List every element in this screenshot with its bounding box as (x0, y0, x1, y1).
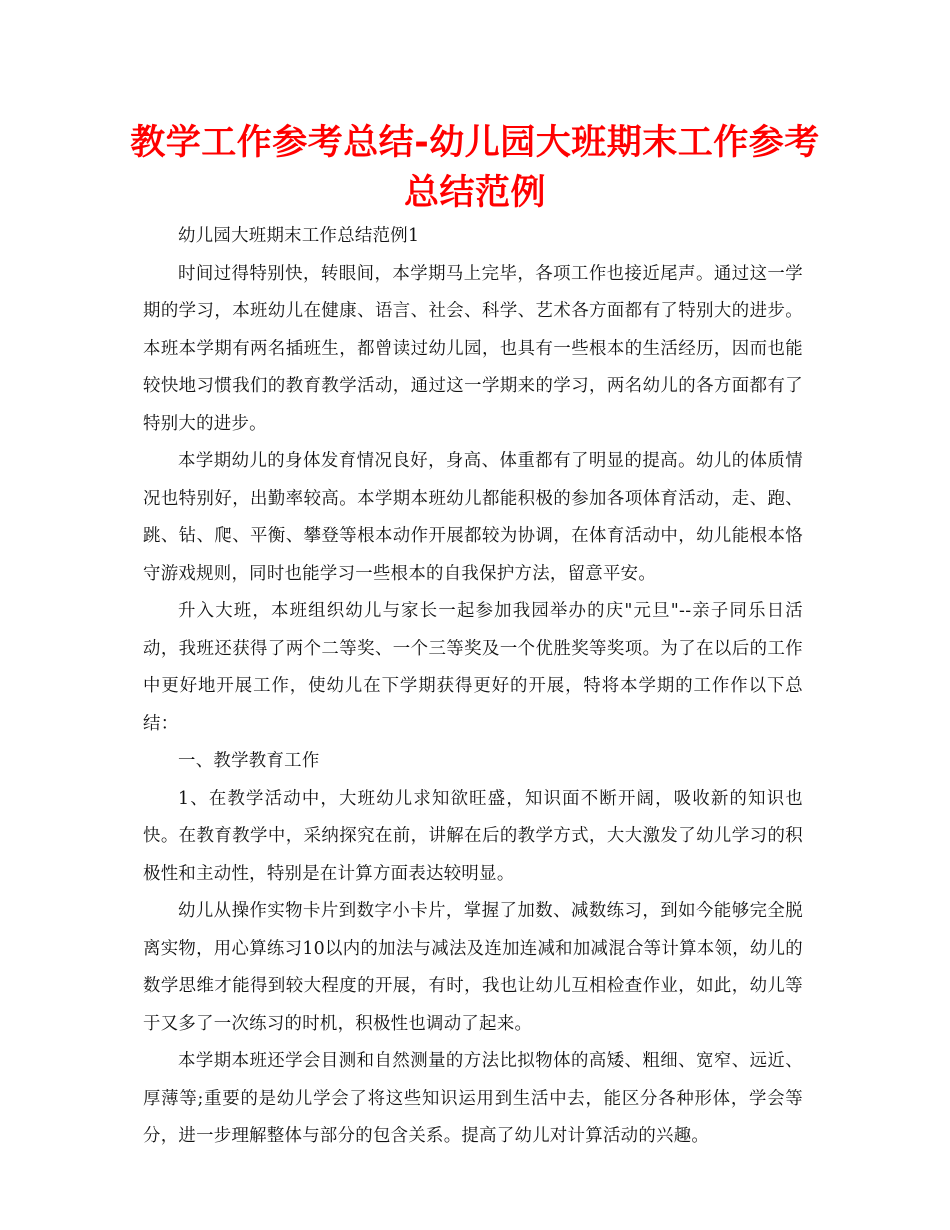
paragraph: 升入大班，本班组织幼儿与家长一起参加我园举办的庆"元旦"--亲子同乐日活动，我班还获得了两个二等奖、一个三等奖及一个优胜奖等奖项。为了在以后的工作中更好地开展工作，使幼儿在下学期获得更好的开展，特将本学期的工作作以下总结： (143, 601, 803, 734)
section-heading: 一、教学教育工作 (178, 751, 320, 771)
paragraph: 幼儿从操作实物卡片到数字小卡片，掌握了加数、减数练习，到如今能够完全脱离实物，用心算练习10以内的加法与减法及连加连减和加减混合等计算本领，幼儿的数学思维才能得到较大程度的开展，有时，我也让幼儿互相检查作业，如此，幼儿等于又多了一次练习的时机，积极性也调动了起来。 (143, 901, 803, 1034)
section-heading: 幼儿园大班期末工作总结范例1 (178, 226, 420, 246)
paragraph: 本学期本班还学会目测和自然测量的方法比拟物体的高矮、粗细、宽窄、远近、厚薄等;重要的是幼儿学会了将这些知识运用到生活中去，能区分各种形体，学会等分，进一步理解整体与部分的包含关系。提高了幼儿对计算活动的兴趣。 (143, 1051, 803, 1146)
paragraph: 本学期幼儿的身体发育情况良好，身高、体重都有了明显的提高。幼儿的体质情况也特别好，出勤率较高。本学期本班幼儿都能积极的参加各项体育活动，走、跑、跳、钻、爬、平衡、攀登等根本动作开展都较为协调，在体育活动中，幼儿能根本恪守游戏规则，同时也能学习一些根本的自我保护方法，留意平安。 (143, 451, 803, 584)
document-body (143, 218, 803, 1156)
paragraph: 1、在教学活动中，大班幼儿求知欲旺盛，知识面不断开阔，吸收新的知识也快。在教育教学中，采纳探究在前，讲解在后的教学方式，大大激发了幼儿学习的积极性和主动性，特别是在计算方面表达较明显。 (143, 788, 803, 884)
document-title: 教学工作参考总结-幼儿园大班期末工作参考总结范例 (130, 123, 820, 213)
paragraph: 时间过得特别快，转眼间，本学期马上完毕，各项工作也接近尾声。通过这一学期的学习，本班幼儿在健康、语言、社会、科学、艺术各方面都有了特别大的进步。本班本学期有两名插班生，都曾读过幼儿园，也具有一些根本的生活经历，因而也能较快地习惯我们的教育教学活动，通过这一学期来的学习，两名幼儿的各方面都有了特别大的进步。 (143, 263, 803, 434)
